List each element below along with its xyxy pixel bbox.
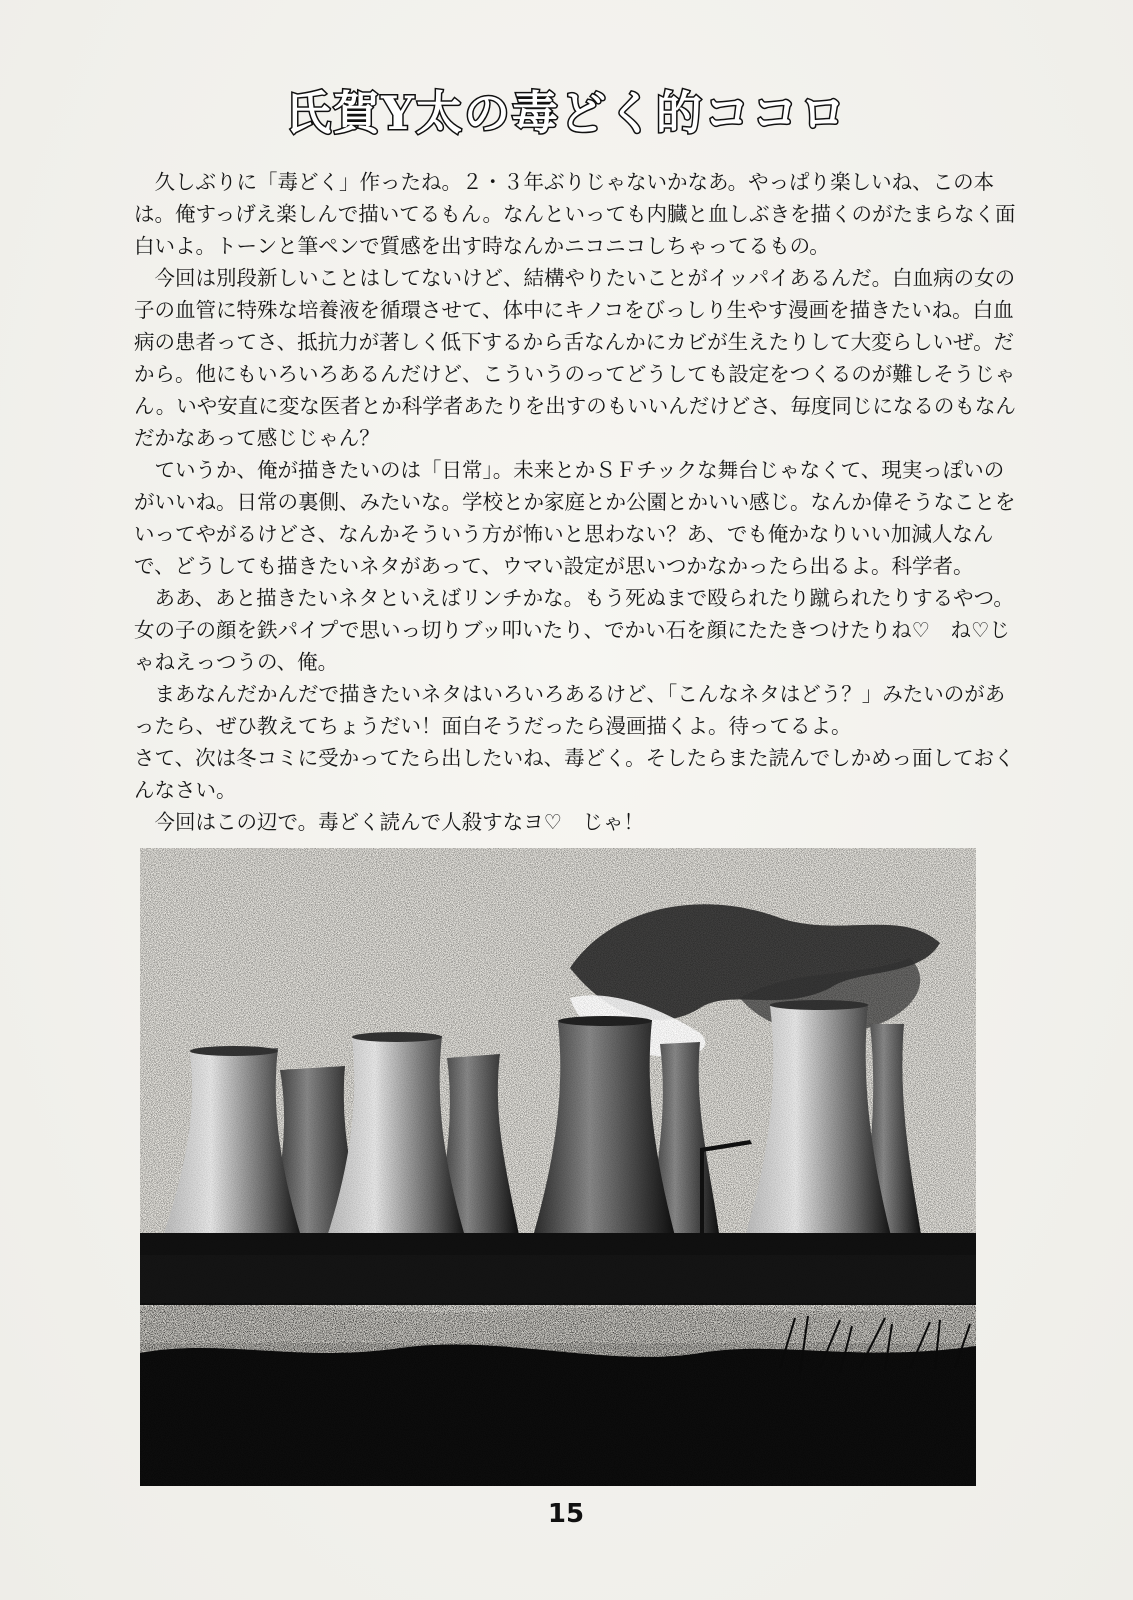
paragraph-6: さて、次は冬コミに受かってたら出したいね、毒どく。そしたらまた読んでしかめっ面しておくんなさい。 xyxy=(134,746,1015,802)
paragraph-5: まあなんだかんだで描きたいネタはいろいろあるけど、「こんなネタはどう？」みたいのがあったら、ぜひ教えてちょうだい！面白そうだったら漫画描くよ。待ってるよ。 xyxy=(134,682,1006,738)
paragraph-3: ていうか、俺が描きたいのは「日常」。未来とかＳＦチックな舞台じゃなくて、現実っぽいのがいいね。日常の裏側、みたいな。学校とか家庭とか公園とかいい感じ。なんか偉そうなことをいってやがるけどさ、なんかそういう方が怖いと思わない？あ、でも俺かなりいい加減人なんで、どうしても描きたいネタがあって、ウマい設定が思いつかなかったら出るよ。科学者。 xyxy=(134,458,1016,578)
essay-body xyxy=(134,166,1024,838)
page-number: 15 xyxy=(547,1499,585,1529)
paragraph-7: 今回はこの辺で。毒どく読んで人殺すなヨ♡ じゃ！ xyxy=(154,810,644,834)
paragraph-1: 久しぶりに「毒どく」作ったね。２・３年ぶりじゃないかなあ。やっぱり楽しいね、この本は。俺すっげえ楽しんで描いてるもん。なんといっても内臓と血しぶきを描くのがたまらなく面白いよ。トーンと筆ペンで質感を出す時なんかニコニコしちゃってるもの。 xyxy=(134,170,1016,258)
paragraph-2: 今回は別段新しいことはしてないけど、結構やりたいことがイッパイあるんだ。白血病の女の子の血管に特殊な培養液を循環させて、体中にキノコをびっしり生やす漫画を描きたいね。白血病の患者ってさ、抵抗力が著しく低下するから舌なんかにカビが生えたりして大変らしいぜ。だから。他にもいろいろあるんだけど、こういうのってどうしても設定をつくるのが難しそうじゃん。いや安直に変な医者とか科学者あたりを出すのもいいんだけどさ、毎度同じになるのもなんだかなあって感じじゃん？ xyxy=(134,266,1016,450)
page-title: 氏賀Y太の毒どく的ココロ xyxy=(285,86,848,140)
paragraph-4: ああ、あと描きたいネタといえばリンチかな。もう死ぬまで殴られたり蹴られたりするやつ。女の子の顔を鉄パイプで思いっ切りブッ叩いたり、でかい石を顔にたたきつけたりね♡ ね♡じゃねえっつうの、俺。 xyxy=(134,586,1014,674)
cooling-towers-photo xyxy=(140,848,976,1486)
